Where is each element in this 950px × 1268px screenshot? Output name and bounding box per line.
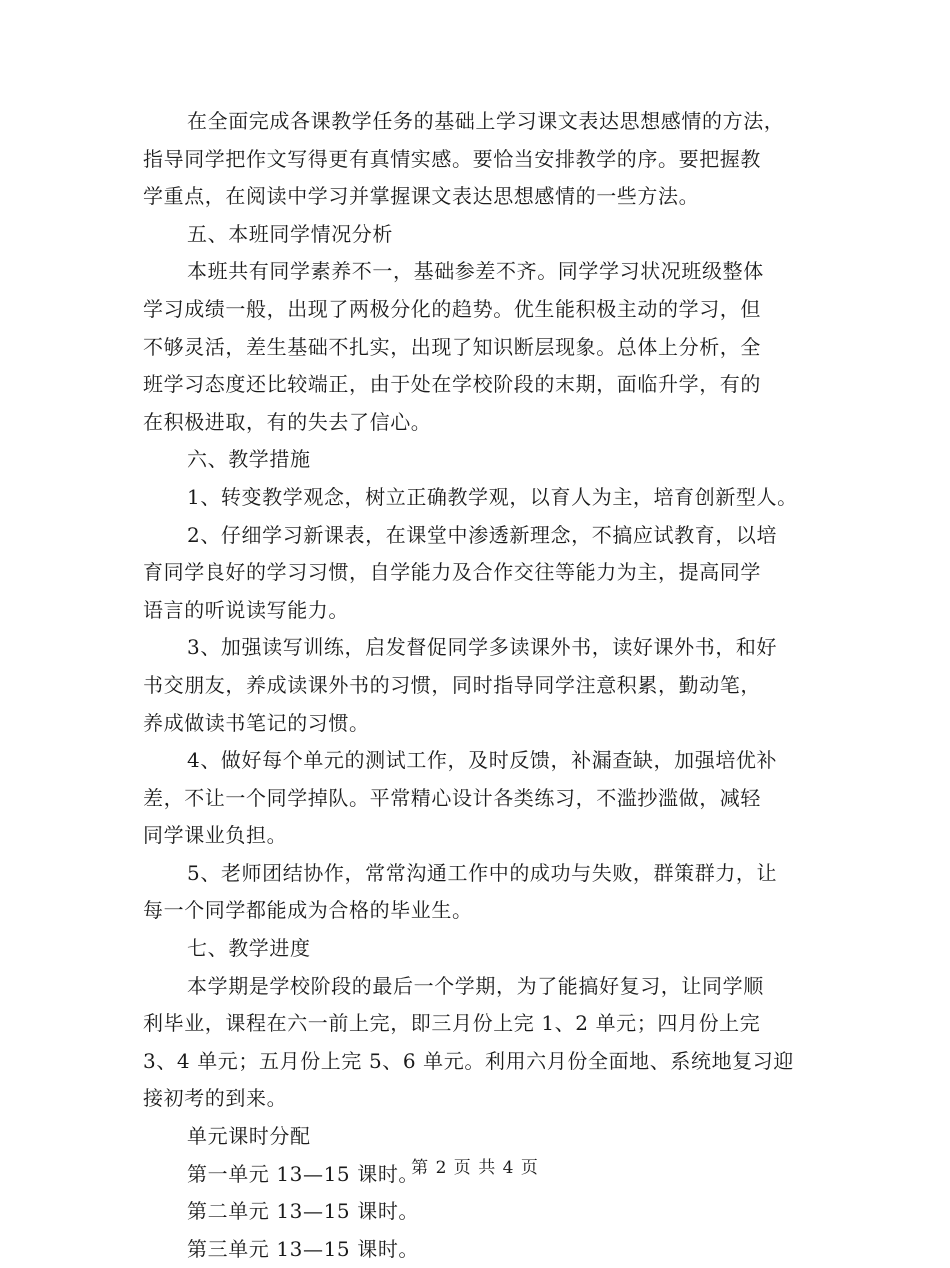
paragraph-class-analysis bbox=[143, 253, 813, 441]
unit-hours-item-2 bbox=[143, 1193, 813, 1231]
text-line: 利毕业，课程在六一前上完，即三月份上完 1、2 单元；四月份上完 bbox=[143, 1011, 761, 1036]
heading-text: 七、教学进度 bbox=[187, 936, 311, 961]
section-heading-5 bbox=[143, 216, 813, 254]
text-line: 3、加强读写训练，启发督促同学多读课外书，读好课外书，和好 bbox=[187, 635, 778, 660]
paragraph-intro bbox=[143, 103, 813, 216]
measure-item-1 bbox=[143, 479, 813, 517]
measure-item-2 bbox=[143, 517, 813, 630]
text-line: 本学期是学校阶段的最后一个学期，为了能搞好复习，让同学顺 bbox=[187, 973, 764, 998]
text-line: 5、老师团结协作，常常沟通工作中的成功与失败，群策群力，让 bbox=[187, 860, 778, 885]
text-line: 不够灵活，差生基础不扎实，出现了知识断层现象。总体上分析，全 bbox=[143, 334, 761, 359]
text-line: 同学课业负担。 bbox=[143, 823, 288, 848]
measure-item-3 bbox=[143, 629, 813, 742]
section-heading-7 bbox=[143, 930, 813, 968]
unit-hours-item-3 bbox=[143, 1231, 813, 1268]
text-line: 4、做好每个单元的测试工作，及时反馈，补漏查缺，加强培优补 bbox=[187, 748, 778, 773]
text-line: 育同学良好的学习习惯，自学能力及合作交往等能力为主，提高同学 bbox=[143, 560, 761, 585]
text-line: 第一单元 13—15 课时。 bbox=[187, 1161, 420, 1186]
text-line: 书交朋友，养成读课外书的习惯，同时指导同学注意积累，勤动笔， bbox=[143, 672, 761, 697]
text-line: 学习成绩一般，出现了两极分化的趋势。优生能积极主动的学习，但 bbox=[143, 296, 761, 321]
page-number-footer: 第 2 页 共 4 页 bbox=[411, 1158, 539, 1178]
measure-item-5 bbox=[143, 855, 813, 930]
text-line: 接初考的到来。 bbox=[143, 1086, 288, 1111]
unit-hours-heading bbox=[143, 1118, 813, 1156]
paragraph-schedule bbox=[143, 968, 813, 1118]
text-line: 学重点，在阅读中学习并掌握课文表达思想感情的一些方法。 bbox=[143, 184, 700, 209]
text-line: 1、转变教学观念，树立正确教学观，以育人为主，培育创新型人。 bbox=[187, 484, 798, 509]
text-line: 指导同学把作文写得更有真情实感。要恰当安排教学的序。要把握教 bbox=[143, 146, 761, 171]
text-line: 单元课时分配 bbox=[187, 1124, 311, 1149]
text-line: 班学习态度还比较端正，由于处在学校阶段的末期，面临升学，有的 bbox=[143, 372, 761, 397]
text-line: 2、仔细学习新课表，在课堂中渗透新理念，不搞应试教育，以培 bbox=[187, 522, 778, 547]
heading-text: 五、本班同学情况分析 bbox=[187, 221, 393, 246]
text-line: 第三单元 13—15 课时。 bbox=[187, 1236, 420, 1261]
text-line: 3、4 单元；五月份上完 5、6 单元。利用六月份全面地、系统地复习迎 bbox=[143, 1048, 794, 1073]
section-heading-6 bbox=[143, 441, 813, 479]
heading-text: 六、教学措施 bbox=[187, 447, 311, 472]
text-line: 第二单元 13—15 课时。 bbox=[187, 1199, 420, 1224]
measure-item-4 bbox=[143, 742, 813, 855]
text-line: 本班共有同学素养不一，基础参差不齐。同学学习状况班级整体 bbox=[187, 259, 764, 284]
text-line: 语言的听说读写能力。 bbox=[143, 597, 349, 622]
text-line: 每一个同学都能成为合格的毕业生。 bbox=[143, 898, 473, 923]
text-line: 差，不让一个同学掉队。平常精心设计各类练习，不滥抄滥做，减轻 bbox=[143, 785, 761, 810]
text-line: 在全面完成各课教学任务的基础上学习课文表达思想感情的方法， bbox=[187, 109, 785, 133]
text-line: 在积极进取，有的失去了信心。 bbox=[143, 409, 432, 434]
text-line: 养成做读书笔记的习惯。 bbox=[143, 710, 370, 735]
document-body bbox=[143, 103, 813, 1268]
